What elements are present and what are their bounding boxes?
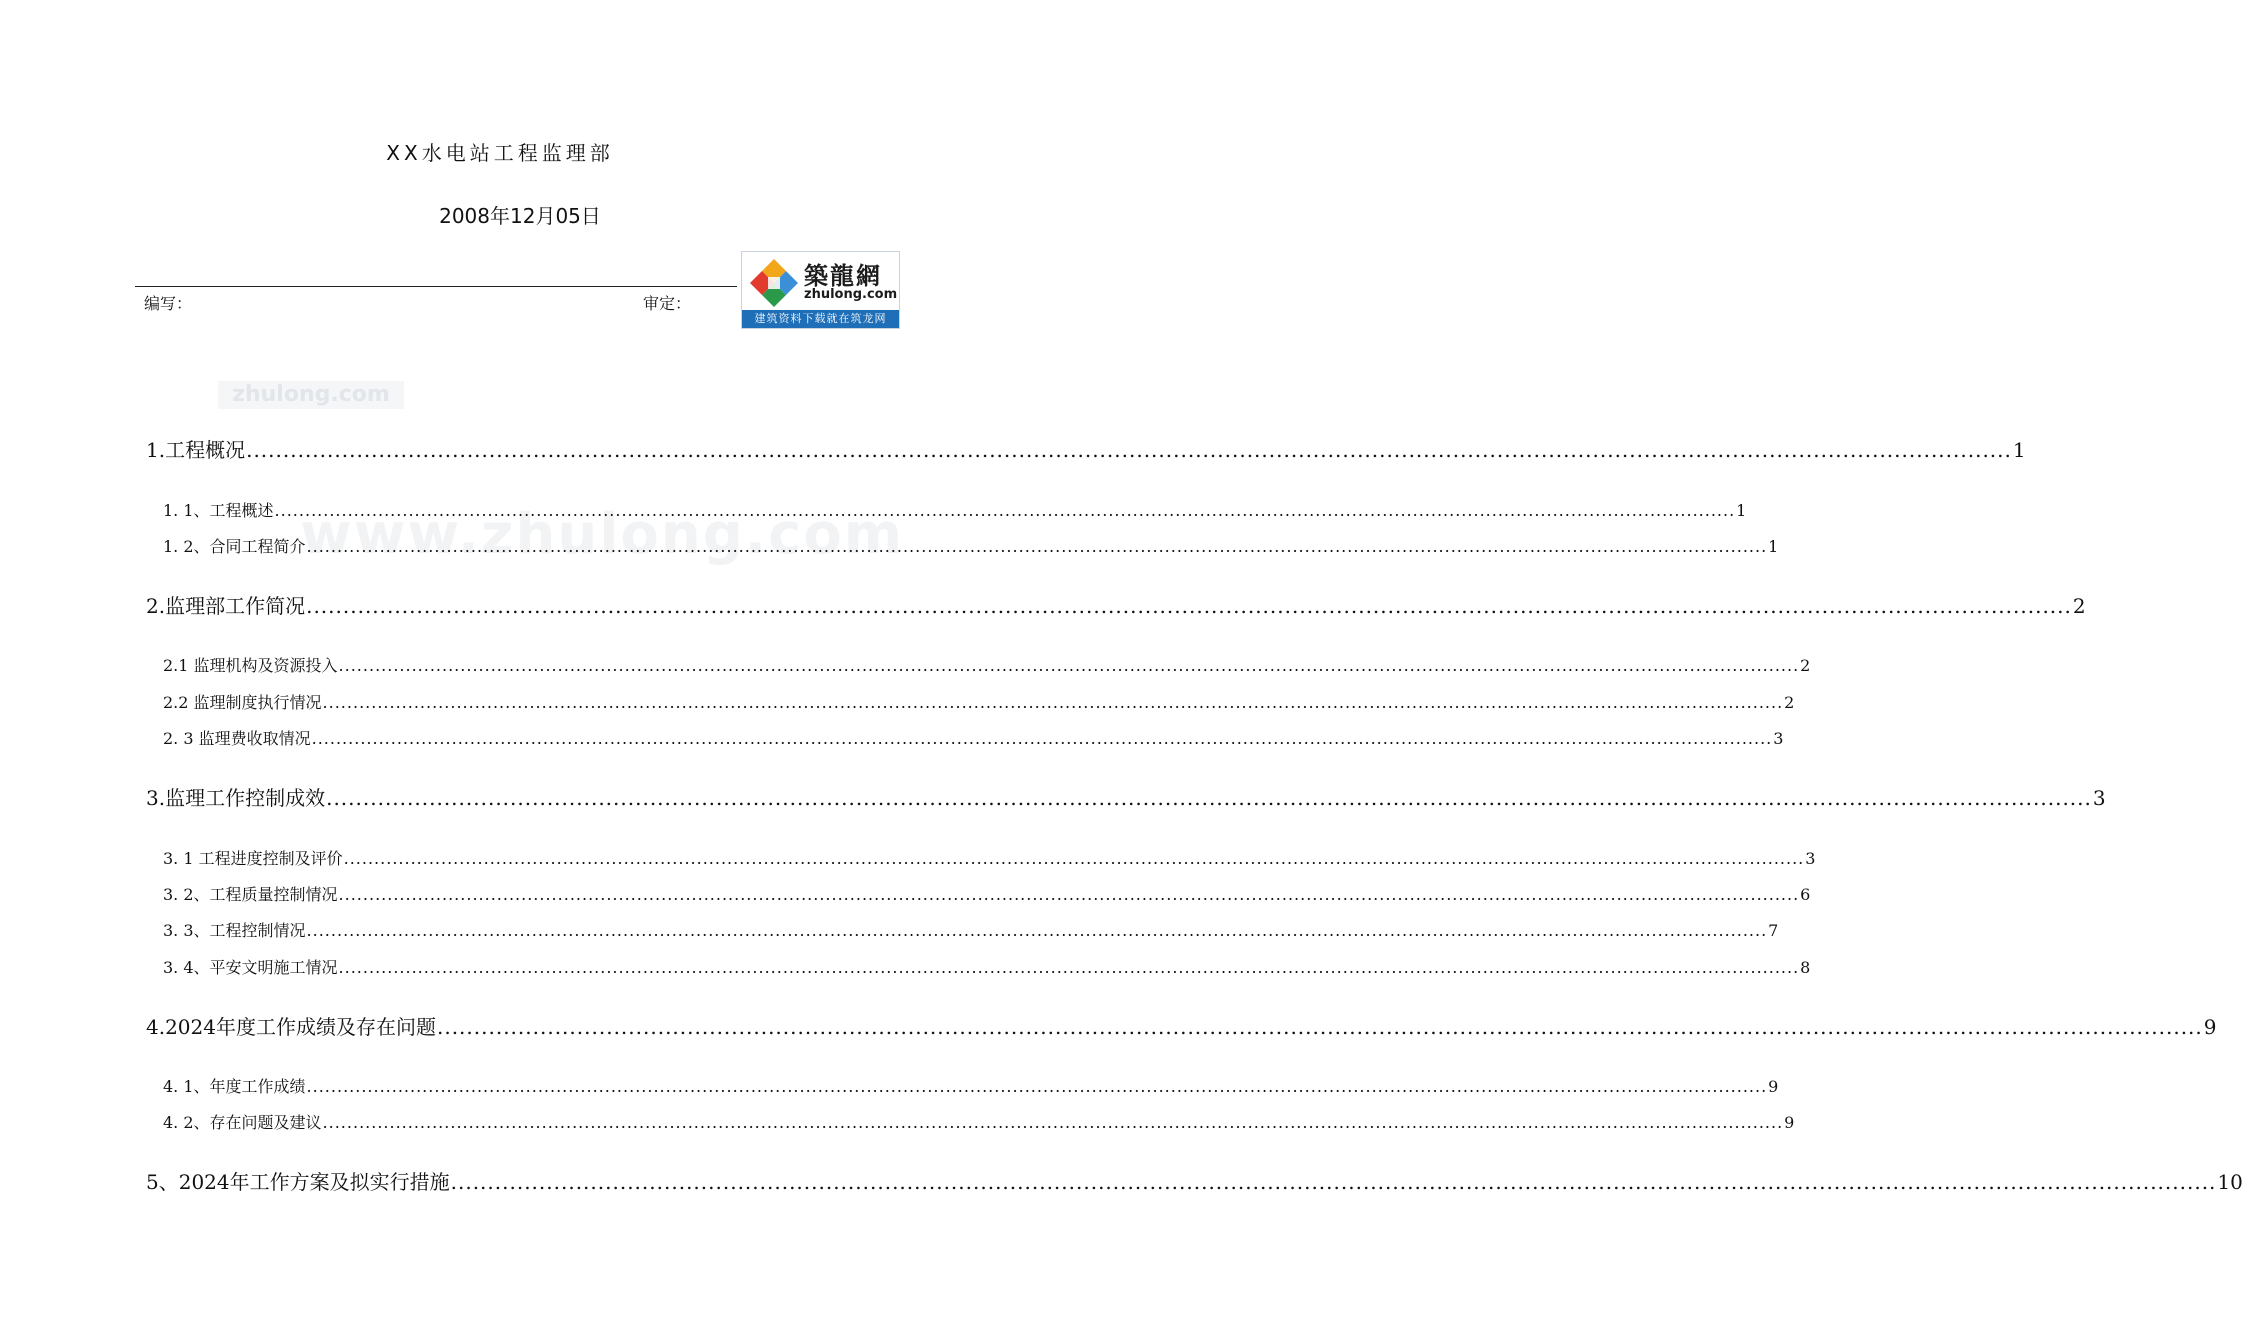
toc-page-number: 3 xyxy=(1773,729,1784,748)
toc-title: 3. 3、工程控制情况 xyxy=(163,921,306,940)
toc-title: 2.监理部工作简况 xyxy=(146,594,306,618)
toc-entry[interactable] xyxy=(163,653,1811,676)
toc-leader-dots xyxy=(306,594,2072,618)
toc-leader-dots xyxy=(323,693,1784,712)
toc-page-number: 9 xyxy=(1784,1113,1795,1132)
watermark-small: zhulong.com xyxy=(218,381,404,409)
toc-entry[interactable] xyxy=(163,1074,1779,1097)
toc-leader-dots xyxy=(307,1077,1768,1096)
toc-title: 4.2024年度工作成绩及存在问题 xyxy=(146,1015,436,1039)
reviewer-label: 审定： xyxy=(643,294,692,313)
toc-entry[interactable] xyxy=(163,1110,1795,1133)
logo-name-en: zhulong.com xyxy=(804,287,898,302)
toc-leader-dots xyxy=(307,537,1768,556)
zhulong-logo xyxy=(741,251,900,329)
toc-leader-dots xyxy=(307,921,1768,940)
toc-page-number: 6 xyxy=(1800,885,1811,904)
toc-entry[interactable] xyxy=(163,726,1784,749)
toc-leader-dots xyxy=(339,885,1800,904)
toc-title: 4. 2、存在问题及建议 xyxy=(163,1113,322,1132)
toc-entry[interactable] xyxy=(146,1166,2243,1195)
toc-page-number: 7 xyxy=(1768,921,1779,940)
toc-entry[interactable] xyxy=(146,434,2026,463)
toc-page-number: 1 xyxy=(1736,501,1747,520)
toc-leader-dots xyxy=(451,1170,2217,1194)
toc-title: 3.监理工作控制成效 xyxy=(146,786,326,810)
logo-slogan: 建筑资料下载就在筑龙网 xyxy=(742,310,899,328)
toc-entry[interactable] xyxy=(163,534,1779,557)
toc-title: 3. 4、平安文明施工情况 xyxy=(163,958,338,977)
toc-page-number: 3 xyxy=(2092,786,2106,810)
signature-line xyxy=(135,286,737,287)
toc-title: 3. 1 工程进度控制及评价 xyxy=(163,849,343,868)
toc-leader-dots xyxy=(326,786,2092,810)
toc-page-number: 9 xyxy=(1768,1077,1779,1096)
toc-entry[interactable] xyxy=(163,882,1811,905)
toc-title: 2. 3 监理费收取情况 xyxy=(163,729,311,748)
logo-diamond-icon xyxy=(748,257,800,309)
toc-title: 4. 1、年度工作成绩 xyxy=(163,1077,306,1096)
toc-leader-dots xyxy=(437,1015,2203,1039)
document-date: 2008年12月05日 xyxy=(439,204,601,228)
toc-leader-dots xyxy=(323,1113,1784,1132)
toc-page-number: 2 xyxy=(1784,693,1795,712)
logo-name-cn: 築龍網 xyxy=(804,261,882,290)
toc-page-number: 2 xyxy=(2072,594,2086,618)
toc-page-number: 8 xyxy=(1800,958,1811,977)
toc-entry[interactable] xyxy=(163,955,1811,978)
toc-page-number: 3 xyxy=(1805,849,1816,868)
toc-title: 5、2024年工作方案及拟实行措施 xyxy=(146,1170,450,1194)
toc-title: 1.工程概况 xyxy=(146,438,246,462)
toc-entry[interactable] xyxy=(146,782,2106,811)
toc-entry[interactable] xyxy=(163,498,1747,521)
toc-entry[interactable] xyxy=(163,690,1795,713)
toc-entry[interactable] xyxy=(163,846,1816,869)
toc-leader-dots xyxy=(246,438,2012,462)
toc-title: 2.1 监理机构及资源投入 xyxy=(163,656,338,675)
toc-title: 2.2 监理制度执行情况 xyxy=(163,693,322,712)
toc-entry[interactable] xyxy=(163,918,1779,941)
toc-leader-dots xyxy=(339,958,1800,977)
toc-leader-dots xyxy=(312,729,1773,748)
toc-title: 1. 1、工程概述 xyxy=(163,501,274,520)
toc-entry[interactable] xyxy=(146,1011,2217,1040)
toc-leader-dots xyxy=(344,849,1805,868)
toc-page-number: 2 xyxy=(1800,656,1811,675)
toc-page-number: 10 xyxy=(2217,1170,2243,1194)
toc-leader-dots xyxy=(275,501,1736,520)
toc-title: 1. 2、合同工程简介 xyxy=(163,537,306,556)
toc-title: 3. 2、工程质量控制情况 xyxy=(163,885,338,904)
org-title: XX水电站工程监理部 xyxy=(386,141,614,165)
toc-leader-dots xyxy=(339,656,1800,675)
toc-page-number: 1 xyxy=(1768,537,1779,556)
toc-entry[interactable] xyxy=(146,590,2086,619)
toc-page-number: 9 xyxy=(2203,1015,2217,1039)
watermark-large: www.zhulong.com xyxy=(300,502,905,567)
writer-label: 编写： xyxy=(144,294,193,313)
toc-page-number: 1 xyxy=(2012,438,2026,462)
